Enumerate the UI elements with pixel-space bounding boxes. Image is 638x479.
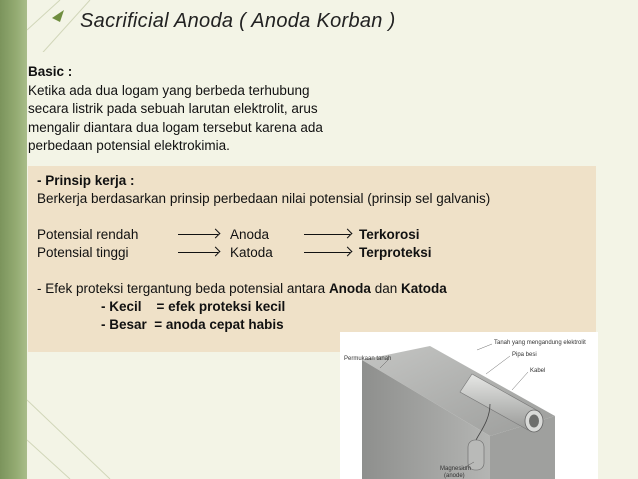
efek-besar-line: - Besar = anoda cepat habis [101,317,284,332]
label-magnesium: Magnesium [440,466,472,472]
result-label: Terproteksi [359,245,432,260]
electrode-label: Katoda [230,245,273,260]
prinsip-kerja-box [28,166,596,352]
label-anode: (anode) [444,473,465,479]
left-decorative-bar [0,0,27,479]
label-permukaan-tanah: Permukaan tanah [344,356,392,362]
arrow-bullet-icon [52,10,64,22]
prinsip-description: Berkerja berdasarkan prinsip perbedaan nilai potensial (prinsip sel galvanis) [37,191,491,206]
sacrificial-anode-illustration [340,332,598,479]
potential-label: Potensial rendah [37,227,139,242]
basic-text-box [27,52,437,167]
basic-heading: Basic : [28,64,73,79]
arrow-right-icon [178,252,218,253]
basic-line: Ketika ada dua logam yang berbeda terhubung [28,82,310,98]
result-label: Terkorosi [359,227,420,242]
efek-proteksi-line: - Efek proteksi tergantung beda potensial antara Anoda dan Katoda [37,281,447,296]
label-pipa: Pipa besi [512,352,537,358]
label-kabel: Kabel [530,368,546,374]
arrow-right-icon [178,234,218,235]
potential-row-low [37,226,596,244]
potential-row-high [37,244,596,262]
prinsip-heading: - Prinsip kerja : [37,173,135,188]
slide-title: Sacrificial Anoda ( Anoda Korban ) [80,10,396,32]
basic-line: perbedaan potensial elektrokimia. [28,138,230,153]
basic-line: mengalir diantara dua logam tersebut karena ada [28,119,323,135]
efek-kecil-line: - Kecil = efek proteksi kecil [101,299,286,314]
potential-label: Potensial tinggi [37,245,129,260]
arrow-right-icon [304,252,350,253]
arrow-right-icon [304,234,350,235]
electrode-label: Anoda [230,227,270,242]
basic-line: secara listrik pada sebuah larutan elektrolit, arus [28,101,318,116]
label-tanah-elektrolit: Tanah yang mengandung elektrolit [494,340,586,346]
